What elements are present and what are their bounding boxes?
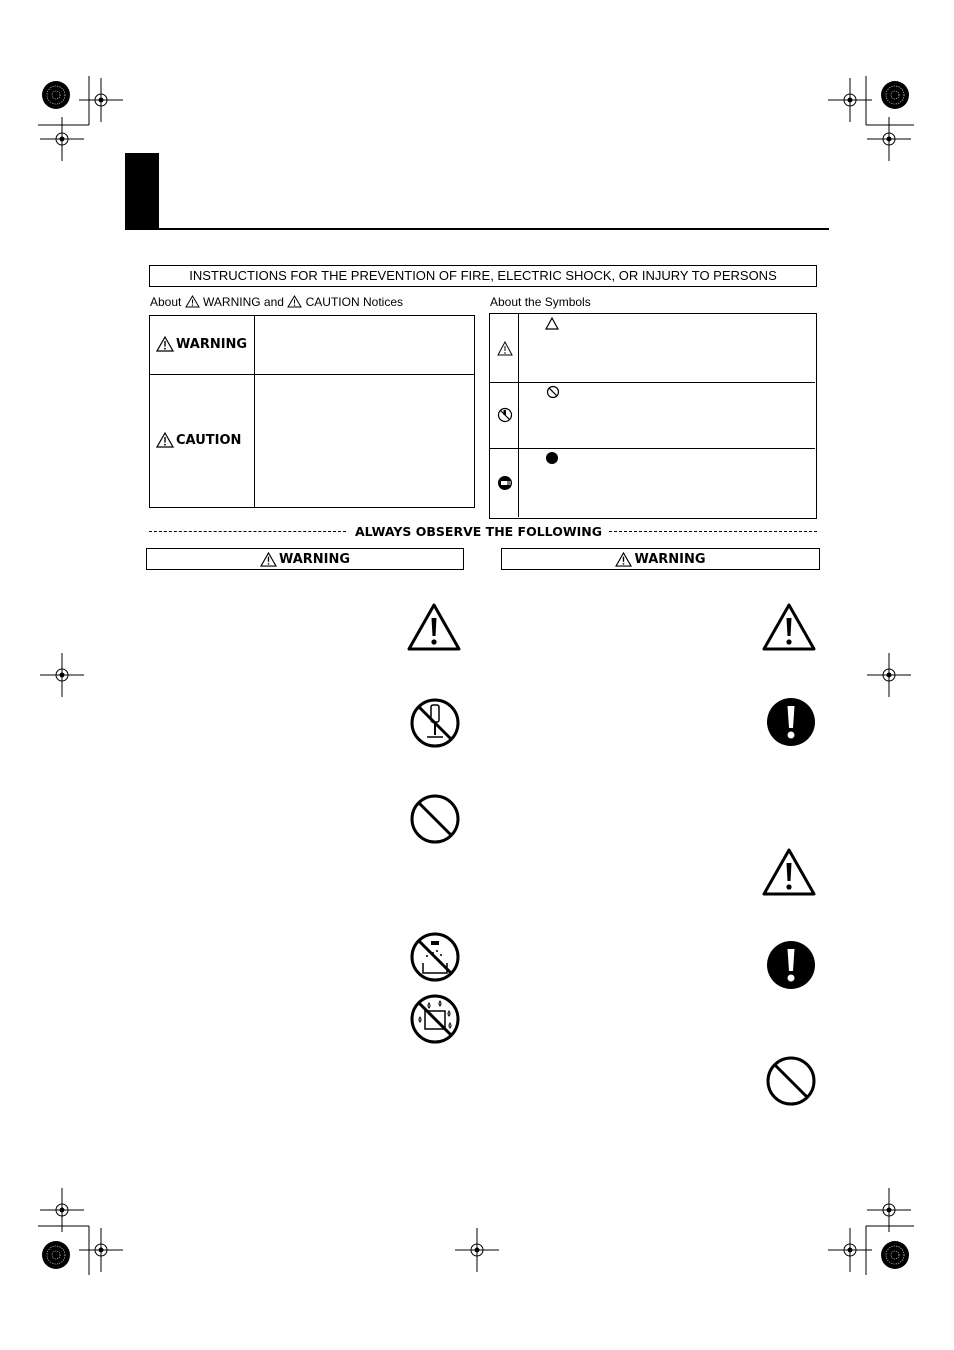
warning-triangle-icon xyxy=(156,336,174,352)
triangle-symbol-icon xyxy=(545,317,559,330)
symbols-heading: About the Symbols xyxy=(490,295,591,309)
divider-right xyxy=(609,531,817,532)
warning-label: WARNING xyxy=(156,336,247,352)
always-heading: ALWAYS OBSERVE THE FOLLOWING xyxy=(355,524,602,539)
unplug-icon xyxy=(497,475,513,491)
no-disassemble-icon xyxy=(497,407,513,423)
instructions-banner: INSTRUCTIONS FOR THE PREVENTION OF FIRE, ELECTRIC SHOCK, OR INJURY TO PERSONS xyxy=(149,265,817,287)
mandatory-icon xyxy=(766,940,816,990)
caution-label: CAUTION xyxy=(156,432,241,448)
notices-heading-prefix: About xyxy=(150,295,182,309)
notices-table xyxy=(149,315,475,508)
prohibited-symbol-icon xyxy=(546,385,560,399)
caution-triangle-icon xyxy=(287,295,302,308)
caution-triangle-icon xyxy=(406,602,462,652)
mandatory-icon xyxy=(766,697,816,747)
prohibited-icon xyxy=(409,793,461,845)
notices-heading-caution: CAUTION Notices xyxy=(305,295,403,309)
notices-heading-warning: WARNING and xyxy=(203,295,284,309)
no-water-icon xyxy=(409,931,461,983)
divider-left xyxy=(149,531,346,532)
caution-triangle-icon xyxy=(156,432,174,448)
chapter-tab xyxy=(125,153,159,230)
header-rule xyxy=(125,228,829,230)
mandatory-symbol-icon xyxy=(545,451,559,465)
warning-triangle-icon xyxy=(185,295,200,308)
no-disassemble-icon xyxy=(409,697,461,749)
caution-triangle-icon xyxy=(761,847,817,897)
caution-triangle-icon xyxy=(761,602,817,652)
right-warning-header: WARNING xyxy=(501,548,820,570)
caution-triangle-icon xyxy=(497,341,513,356)
prohibited-icon xyxy=(765,1055,817,1107)
no-wet-icon xyxy=(409,993,461,1045)
symbols-table xyxy=(489,313,817,519)
notices-heading xyxy=(150,295,403,309)
warning-triangle-icon xyxy=(615,552,632,567)
left-warning-header: WARNING xyxy=(146,548,464,570)
warning-triangle-icon xyxy=(260,552,277,567)
